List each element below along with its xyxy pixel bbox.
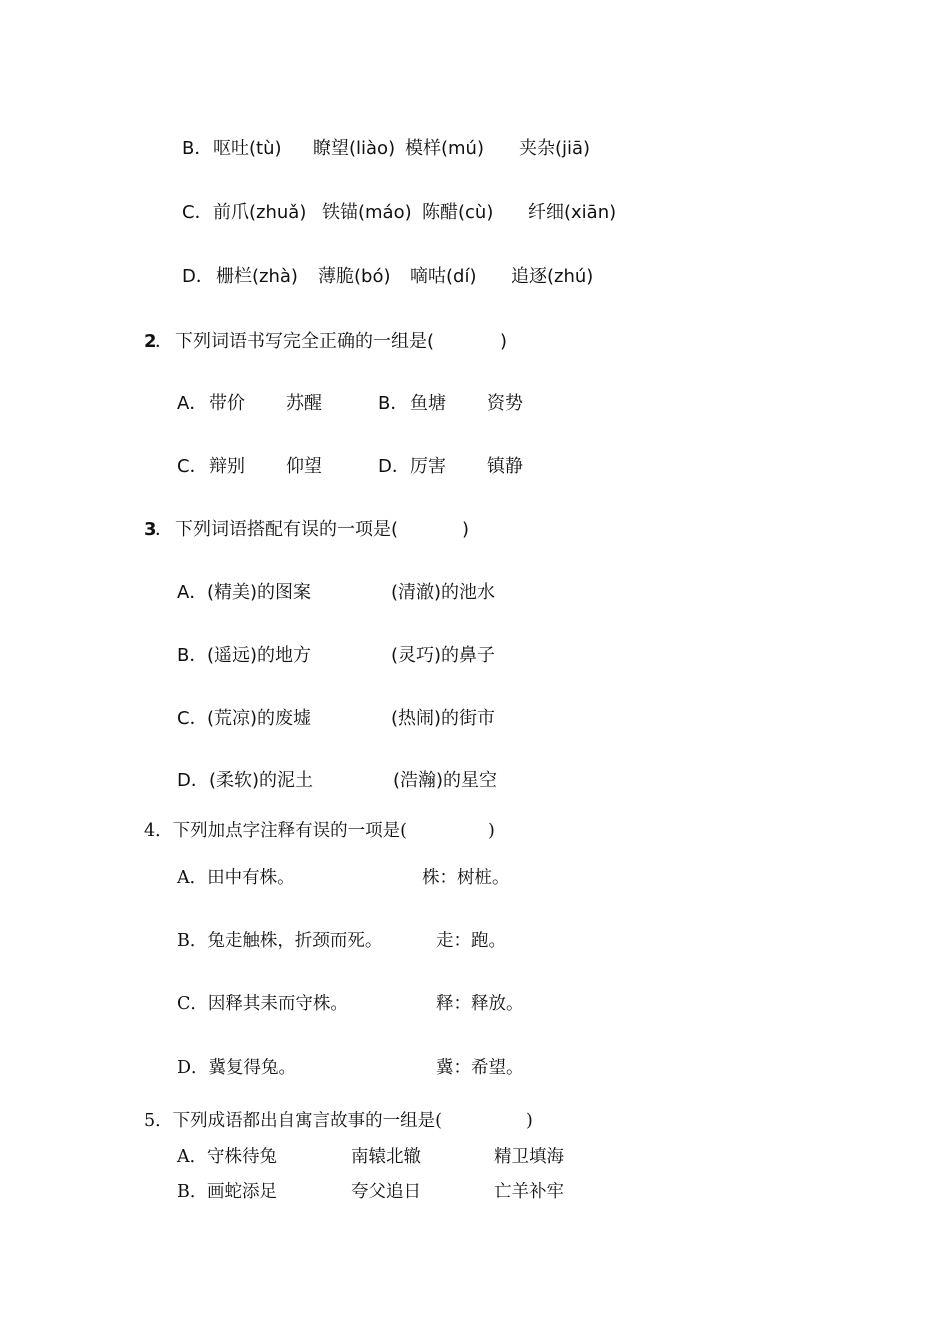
option-label: B．: [177, 1182, 208, 1202]
option-right: (灵巧)的鼻子: [391, 645, 496, 666]
option-right: (浩瀚)的星空: [393, 770, 498, 791]
option-right: 冀：希望。: [436, 1058, 524, 1078]
option-item: 夸父追日: [351, 1182, 421, 1202]
option-label: D．: [378, 456, 410, 477]
option-label: A．: [177, 582, 208, 603]
option-item: 铁锚(máo): [322, 202, 412, 223]
option-item: 薄脆(bó): [318, 266, 391, 287]
option-right: (清澈)的池水: [391, 582, 496, 603]
question-dot: ．: [155, 331, 173, 352]
option-item: 呕吐(tù): [213, 138, 282, 159]
option-item: 栅栏(zhà): [216, 266, 298, 287]
option-label: D．: [177, 770, 209, 791]
option-item: 亡羊补牢: [494, 1182, 564, 1202]
option-item: 追逐(zhú): [511, 266, 594, 287]
question-number: 3: [144, 519, 157, 540]
option-word: 鱼塘: [410, 393, 446, 414]
option-item: 模样(mú): [405, 138, 484, 159]
option-label: C．: [177, 708, 208, 729]
answer-blank-close: ): [462, 519, 470, 540]
option-word: 厉害: [410, 456, 446, 477]
option-item: 瞭望(liào): [313, 138, 396, 159]
answer-blank-close: ): [526, 1111, 533, 1131]
option-left: (遥远)的地方: [207, 645, 312, 666]
option-left: C．因释其耒而守株。: [177, 994, 348, 1014]
option-word: 苏醒: [286, 393, 322, 414]
option-left: (精美)的图案: [207, 582, 312, 603]
option-item: 纤细(xiān): [528, 202, 617, 223]
option-label: A．: [177, 1147, 208, 1167]
option-label: D．: [182, 266, 214, 287]
option-right: 株：树桩。: [422, 868, 510, 888]
answer-blank-close: ): [488, 821, 495, 841]
option-item: 守株待兔: [207, 1147, 277, 1167]
option-item: 画蛇添足: [207, 1182, 277, 1202]
option-right: 走：跑。: [436, 931, 506, 951]
question-dot: ．: [155, 519, 173, 540]
question-stem: 5．下列成语都出自寓言故事的一组是(: [144, 1111, 442, 1131]
option-label: B．: [177, 645, 208, 666]
option-label: B．: [378, 393, 409, 414]
question-number: 2: [144, 331, 157, 352]
option-word: 辩别: [209, 456, 245, 477]
option-word: 带价: [209, 393, 245, 414]
question-stem: 下列词语搭配有误的一项是(: [175, 519, 399, 540]
option-label: A．: [177, 393, 208, 414]
option-item: 前爪(zhuǎ): [213, 202, 307, 223]
option-label: B．: [182, 138, 213, 159]
option-word: 资势: [487, 393, 523, 414]
option-left: D．冀复得兔。: [177, 1058, 297, 1078]
answer-blank-close: ): [500, 331, 508, 352]
option-right: 释：释放。: [436, 994, 524, 1014]
option-left: (荒凉)的废墟: [207, 708, 312, 729]
option-right: (热闹)的街市: [391, 708, 496, 729]
question-stem: 下列词语书写完全正确的一组是(: [175, 331, 435, 352]
option-word: 仰望: [286, 456, 322, 477]
option-left: A．田中有株。: [177, 868, 295, 888]
option-label: C．: [177, 456, 208, 477]
option-left: B．兔走触株，折颈而死。: [177, 931, 383, 951]
option-item: 夹杂(jiā): [519, 138, 591, 159]
option-item: 嘀咕(dí): [410, 266, 477, 287]
option-word: 镇静: [487, 456, 523, 477]
option-left: (柔软)的泥土: [209, 770, 314, 791]
option-item: 南辕北辙: [351, 1147, 421, 1167]
option-label: C．: [182, 202, 213, 223]
option-item: 精卫填海: [494, 1147, 564, 1167]
question-stem: 4．下列加点字注释有误的一项是(: [144, 821, 407, 841]
option-item: 陈醋(cù): [422, 202, 494, 223]
